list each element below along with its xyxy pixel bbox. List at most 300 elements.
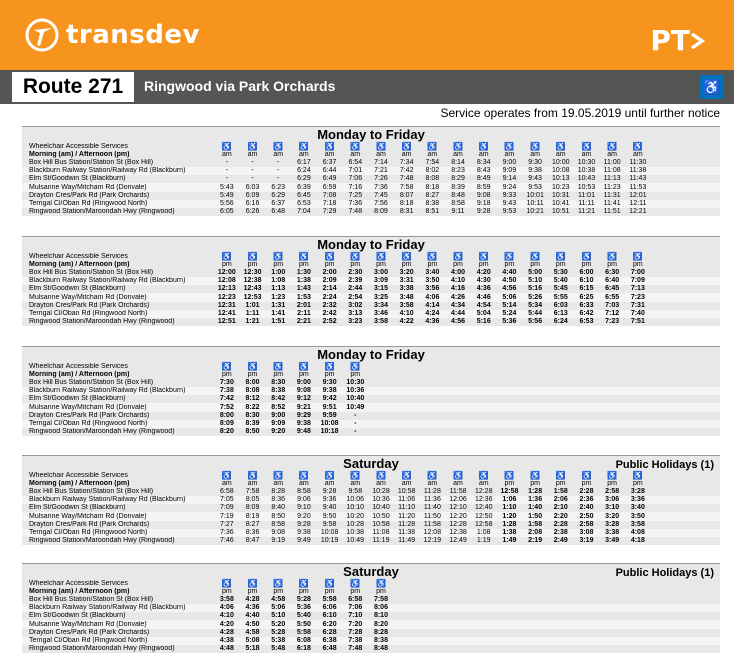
time-cell: 6:48 xyxy=(322,644,337,652)
time-cell: 3:13 xyxy=(348,309,363,317)
time-cell: 6:24 xyxy=(553,317,568,325)
time-cell: 7:40 xyxy=(630,309,645,317)
time-cell: 7:58 xyxy=(373,596,388,604)
time-cell: 11:40 xyxy=(423,504,441,512)
timetable-row xyxy=(22,159,720,167)
time-cell: 9:53 xyxy=(528,183,542,191)
time-cell: 6:40 xyxy=(605,277,620,285)
time-cell: 6:03 xyxy=(553,301,568,309)
time-cell: 3:46 xyxy=(373,309,388,317)
ampm-cell: pm xyxy=(299,261,309,269)
time-cell: 7:45 xyxy=(374,191,388,199)
time-cell: 5:06 xyxy=(502,293,517,301)
ampm-cell: am xyxy=(555,151,566,159)
wheelchair-icon: ♿ xyxy=(298,471,309,481)
time-cell: 12:20 xyxy=(449,512,467,520)
time-cell: 9:49 xyxy=(297,536,311,544)
ampm-label: Morning (am) / Afternoon (pm) xyxy=(29,588,130,596)
time-cell: 6:16 xyxy=(245,199,260,207)
time-cell: 7:16 xyxy=(348,183,363,191)
time-cell: 2:19 xyxy=(528,536,543,544)
time-cell: 5:18 xyxy=(245,644,260,652)
time-cell: 6:10 xyxy=(322,612,337,620)
time-cell: 9:50 xyxy=(322,512,337,520)
time-cell: 6:53 xyxy=(579,317,594,325)
time-cell: 1:36 xyxy=(528,496,543,504)
time-cell: 5:45 xyxy=(553,285,568,293)
time-cell: 4:00 xyxy=(451,269,466,277)
ampm-cell: pm xyxy=(581,261,592,269)
timetable-row xyxy=(22,183,720,191)
time-cell: 4:44 xyxy=(451,309,466,317)
time-cell: 4:36 xyxy=(245,604,260,612)
time-cell: - xyxy=(354,411,357,419)
time-cell: 8:38 xyxy=(271,387,286,395)
time-cell: 9:43 xyxy=(502,199,517,207)
time-cell: 8:09 xyxy=(219,419,234,427)
stop-name: Mulsanne Way/Mitcham Rd (Donvale) xyxy=(29,293,147,301)
wheelchair-icon: ♿ xyxy=(581,142,592,152)
time-cell: 10:53 xyxy=(577,183,596,191)
ampm-cell: pm xyxy=(221,261,232,269)
timetable-row xyxy=(22,285,720,293)
time-cell: 10:19 xyxy=(320,536,339,544)
time-cell: 2:58 xyxy=(605,488,620,496)
time-cell: 8:51 xyxy=(425,207,440,215)
ampm-cell: pm xyxy=(504,480,515,488)
time-cell: 1:06 xyxy=(502,496,517,504)
wheelchair-icon: ♿ xyxy=(350,579,361,589)
ampm-label: Morning (am) / Afternoon (pm) xyxy=(29,371,130,379)
time-cell: 11:20 xyxy=(398,512,416,520)
time-cell: 6:58 xyxy=(220,488,234,496)
time-cell: 3:58 xyxy=(219,596,234,604)
wheelchair-icon: ♿ xyxy=(607,252,618,262)
time-cell: 3:58 xyxy=(373,317,388,325)
time-cell: 11:10 xyxy=(398,504,416,512)
time-cell: 8:02 xyxy=(425,167,440,175)
wheelchair-icon: ♿ xyxy=(375,579,386,589)
time-cell: 7:51 xyxy=(630,317,645,325)
time-cell: 5:26 xyxy=(528,293,543,301)
ampm-cell: am xyxy=(478,480,489,488)
time-cell: 11:43 xyxy=(629,175,647,183)
time-cell: 8:36 xyxy=(271,496,286,504)
ampm-label: Morning (am) / Afternoon (pm) xyxy=(29,261,130,269)
timetable-row xyxy=(22,293,720,301)
timetable-row xyxy=(22,310,720,318)
time-cell: 3:34 xyxy=(373,301,388,309)
time-cell: 11:06 xyxy=(398,496,416,504)
stop-name: Box Hill Bus Station/Station St (Box Hill) xyxy=(29,159,154,167)
wheelchair-icon: ♿ xyxy=(453,471,464,481)
route-number: Route 271 xyxy=(12,72,134,102)
ampm-cell: am xyxy=(504,151,515,159)
time-cell: 4:36 xyxy=(425,317,440,325)
time-cell: 9:38 xyxy=(528,167,542,175)
time-cell: 8:58 xyxy=(451,199,465,207)
ampm-cell: pm xyxy=(350,588,361,596)
ampm-cell: pm xyxy=(581,480,592,488)
transdev-logo xyxy=(22,18,200,52)
time-cell: 2:39 xyxy=(348,277,363,285)
stop-name: Terrigal Cl/Oban Rd (Ringwood North) xyxy=(29,309,148,317)
header-banner xyxy=(0,0,734,70)
time-cell: 12:21 xyxy=(629,207,647,215)
time-cell: 9:58 xyxy=(348,488,363,496)
timetable-row xyxy=(22,412,720,420)
time-cell: 5:36 xyxy=(502,317,517,325)
time-cell: 11:00 xyxy=(603,159,621,167)
time-cell: 10:06 xyxy=(346,496,365,504)
time-cell: 12:36 xyxy=(474,496,493,504)
time-cell: - xyxy=(225,167,229,175)
time-cell: 7:38 xyxy=(348,636,363,644)
stop-name: Mulsanne Way/Mitcham Rd (Donvale) xyxy=(29,512,147,520)
time-cell: 5:10 xyxy=(271,612,286,620)
time-cell: 4:30 xyxy=(476,277,491,285)
time-cell: 2:52 xyxy=(322,317,337,325)
wheelchair-icon: ♿ xyxy=(273,362,284,372)
time-cell: 8:29 xyxy=(451,175,465,183)
time-cell: 9:33 xyxy=(502,191,517,199)
time-cell: 11:58 xyxy=(449,488,467,496)
time-cell: 3:50 xyxy=(425,277,440,285)
ampm-cell: am xyxy=(324,480,335,488)
stop-name: Drayton Cres/Park Rd (Park Orchards) xyxy=(29,191,150,199)
wheelchair-icon: ♿ xyxy=(247,142,258,152)
time-cell: 2:01 xyxy=(296,301,311,309)
time-cell: 10:20 xyxy=(346,512,365,520)
time-cell: 8:31 xyxy=(399,207,414,215)
time-cell: 9:28 xyxy=(322,488,337,496)
time-cell: 8:00 xyxy=(219,411,234,419)
time-cell: 1:19 xyxy=(476,536,491,544)
time-cell: 3:19 xyxy=(579,536,594,544)
time-cell: 10:18 xyxy=(320,427,339,435)
timetable-row xyxy=(22,521,720,529)
timetable-4 xyxy=(22,455,720,545)
ampm-cell: pm xyxy=(350,371,361,379)
timetable-row xyxy=(22,208,720,216)
wheelchair-icon: ♿ xyxy=(273,142,284,152)
timetable-row xyxy=(22,192,720,200)
time-cell: 12:58 xyxy=(474,520,493,528)
wheelchair-row xyxy=(22,472,720,480)
time-cell: 10:30 xyxy=(346,379,365,387)
ampm-cell: pm xyxy=(350,261,361,269)
time-cell: 8:58 xyxy=(297,488,311,496)
time-cell: 8:30 xyxy=(271,379,286,387)
time-cell: 8:43 xyxy=(476,167,491,175)
time-cell: 3:28 xyxy=(605,520,620,528)
ampm-cell: am xyxy=(530,151,540,159)
ampm-row xyxy=(22,588,720,596)
stop-name: Blackburn Railway Station/Railway Rd (Blackburn) xyxy=(29,387,186,395)
timetable-1 xyxy=(22,126,720,216)
time-cell: 7:42 xyxy=(399,167,414,175)
wheelchair-icon: ♿ xyxy=(350,142,361,152)
wheelchair-icon: ♿ xyxy=(504,142,515,152)
time-cell: 4:34 xyxy=(451,301,466,309)
ampm-cell: pm xyxy=(607,261,618,269)
time-cell: 4:28 xyxy=(219,628,234,636)
time-cell: 4:40 xyxy=(502,269,517,277)
wheelchair-icon: ♿ xyxy=(247,252,258,262)
time-cell: 7:13 xyxy=(630,285,645,293)
wheelchair-icon: ♿ xyxy=(247,579,258,589)
time-cell: 5:28 xyxy=(271,628,286,636)
time-cell: 7:36 xyxy=(348,199,363,207)
time-cell: 9:12 xyxy=(296,395,311,403)
time-cell: 1:43 xyxy=(296,285,311,293)
ampm-cell: am xyxy=(221,480,232,488)
wheelchair-label: Wheelchair Accessible Services xyxy=(29,472,128,480)
time-cell: 2:49 xyxy=(553,536,568,544)
time-cell: 9:53 xyxy=(502,207,517,215)
time-cell: 7:42 xyxy=(219,395,234,403)
time-cell: 4:46 xyxy=(476,293,491,301)
time-cell: 8:47 xyxy=(245,536,260,544)
time-cell: 1:23 xyxy=(271,293,286,301)
timetable-row xyxy=(22,604,720,612)
time-cell: 12:51 xyxy=(217,317,236,325)
time-cell: - xyxy=(354,419,357,427)
time-cell: 4:36 xyxy=(476,285,491,293)
timetable-day-label: Saturday xyxy=(343,456,399,471)
time-cell: 2:42 xyxy=(322,309,337,317)
time-cell: 11:28 xyxy=(398,520,416,528)
time-cell: 4:50 xyxy=(245,620,260,628)
time-cell: 2:06 xyxy=(553,496,568,504)
time-cell: 4:28 xyxy=(245,596,260,604)
time-cell: 6:49 xyxy=(322,175,337,183)
ampm-cell: pm xyxy=(221,371,232,379)
time-cell: 6:53 xyxy=(297,199,311,207)
time-cell: 5:16 xyxy=(476,317,491,325)
time-cell: 5:20 xyxy=(271,620,286,628)
time-cell: 6:44 xyxy=(322,167,337,175)
time-cell: 8:00 xyxy=(245,379,260,387)
time-cell: 2:30 xyxy=(348,269,363,277)
time-cell: - xyxy=(277,159,280,167)
timetable-row xyxy=(22,167,720,175)
time-cell: 3:08 xyxy=(579,528,594,536)
time-cell: - xyxy=(277,175,280,183)
ampm-cell: am xyxy=(324,151,335,159)
ampm-cell: am xyxy=(632,151,643,159)
wheelchair-icon: ♿ xyxy=(700,75,724,99)
wheelchair-icon: ♿ xyxy=(247,362,258,372)
time-cell: 9:43 xyxy=(528,175,542,183)
time-cell: 1:41 xyxy=(271,309,286,317)
time-cell: 7:09 xyxy=(220,504,234,512)
time-cell: 8:48 xyxy=(373,644,388,652)
ampm-cell: am xyxy=(221,151,232,159)
stop-name: Ringwood Station/Maroondah Hwy (Ringwood) xyxy=(29,207,175,215)
time-cell: 1:01 xyxy=(245,301,260,309)
time-cell: 8:06 xyxy=(373,604,388,612)
time-cell: 12:00 xyxy=(217,269,236,277)
time-cell: 9:00 xyxy=(296,379,311,387)
time-cell: 6:15 xyxy=(579,285,594,293)
time-cell: 11:50 xyxy=(423,512,441,520)
timetable-row xyxy=(22,318,720,326)
time-cell: 2:28 xyxy=(579,488,594,496)
time-cell: 10:08 xyxy=(552,167,570,175)
time-cell: 4:20 xyxy=(476,269,491,277)
wheelchair-icon: ♿ xyxy=(324,579,335,589)
time-cell: 12:11 xyxy=(629,199,647,207)
wheelchair-icon: ♿ xyxy=(530,142,541,152)
time-cell: 3:23 xyxy=(348,317,363,325)
time-cell: 1:58 xyxy=(528,520,543,528)
time-cell: 1:21 xyxy=(245,317,260,325)
wheelchair-icon: ♿ xyxy=(632,142,643,152)
time-cell: 3:40 xyxy=(630,504,645,512)
stop-name: Drayton Cres/Park Rd (Park Orchards) xyxy=(29,301,150,309)
time-cell: 9:10 xyxy=(297,504,311,512)
time-cell: 6:33 xyxy=(579,301,594,309)
ampm-cell: pm xyxy=(530,480,540,488)
stop-name: Box Hill Bus Station/Station St (Box Hill) xyxy=(29,596,154,604)
ampm-cell: pm xyxy=(427,261,438,269)
timetable-2 xyxy=(22,236,720,326)
pt-logo xyxy=(650,24,712,57)
time-cell: 3:40 xyxy=(425,269,440,277)
time-cell: 4:10 xyxy=(399,309,414,317)
stop-name: Box Hill Bus Station/Station St (Box Hill) xyxy=(29,379,154,387)
time-cell: 4:58 xyxy=(245,628,260,636)
time-cell: 11:08 xyxy=(603,167,621,175)
stop-name: Elm St/Goodwin St (Blackburn) xyxy=(29,395,126,403)
wheelchair-icon: ♿ xyxy=(581,471,592,481)
time-cell: 7:56 xyxy=(374,199,388,207)
time-cell: 12:08 xyxy=(423,528,442,536)
time-cell: 8:48 xyxy=(451,191,465,199)
ampm-cell: pm xyxy=(273,588,284,596)
time-cell: 3:28 xyxy=(630,488,645,496)
time-cell: 7:28 xyxy=(348,628,363,636)
ampm-cell: am xyxy=(350,151,361,159)
time-cell: 12:41 xyxy=(217,309,236,317)
ampm-cell: pm xyxy=(607,480,618,488)
time-cell: 9:28 xyxy=(476,207,491,215)
time-cell: 3:36 xyxy=(630,496,645,504)
wheelchair-icon: ♿ xyxy=(427,252,438,262)
wheelchair-icon: ♿ xyxy=(221,142,232,152)
timetable-title xyxy=(22,456,720,472)
time-cell: 7:27 xyxy=(220,520,234,528)
time-cell: 10:30 xyxy=(577,159,596,167)
time-cell: 8:49 xyxy=(476,175,491,183)
wheelchair-icon: ♿ xyxy=(427,142,438,152)
stop-name: Ringwood Station/Maroondah Hwy (Ringwood) xyxy=(29,644,175,652)
time-cell: 5:04 xyxy=(476,309,491,317)
time-cell: 12:40 xyxy=(474,504,493,512)
wheelchair-icon: ♿ xyxy=(632,252,643,262)
time-cell: 7:23 xyxy=(605,317,620,325)
wheelchair-icon: ♿ xyxy=(298,252,309,262)
wheelchair-icon: ♿ xyxy=(401,252,412,262)
time-cell: 8:08 xyxy=(425,175,440,183)
wheelchair-icon: ♿ xyxy=(350,252,361,262)
time-cell: 7:36 xyxy=(220,528,234,536)
time-cell: 1:40 xyxy=(528,504,543,512)
time-cell: 8:40 xyxy=(271,504,286,512)
ampm-cell: pm xyxy=(530,261,540,269)
time-cell: 3:48 xyxy=(399,293,414,301)
stop-name: Ringwood Station/Maroondah Hwy (Ringwood) xyxy=(29,317,175,325)
time-cell: 1:31 xyxy=(271,301,286,309)
time-cell: 12:31 xyxy=(217,301,236,309)
ampm-cell: am xyxy=(427,480,438,488)
time-cell: 5:00 xyxy=(528,269,543,277)
wheelchair-icon: ♿ xyxy=(375,471,386,481)
time-cell: 8:38 xyxy=(425,199,440,207)
timetable-row xyxy=(22,277,720,285)
time-cell: 5:55 xyxy=(553,293,568,301)
time-cell: 4:20 xyxy=(219,620,234,628)
ampm-row xyxy=(22,151,720,159)
time-cell: 12:01 xyxy=(629,191,647,199)
time-cell: 9:00 xyxy=(502,159,517,167)
time-cell: 5:49 xyxy=(220,191,234,199)
wheelchair-row xyxy=(22,253,720,261)
time-cell: 3:20 xyxy=(605,512,620,520)
wheelchair-icon: ♿ xyxy=(298,362,309,372)
time-cell: 8:28 xyxy=(271,488,286,496)
time-cell: 8:09 xyxy=(374,207,388,215)
ampm-cell: am xyxy=(453,151,463,159)
wheelchair-icon: ♿ xyxy=(478,471,489,481)
wheelchair-icon: ♿ xyxy=(607,142,618,152)
ampm-cell: pm xyxy=(555,261,566,269)
time-cell: 3:50 xyxy=(630,512,645,520)
time-cell: 8:30 xyxy=(245,411,260,419)
time-cell: 9:14 xyxy=(502,175,517,183)
time-cell: 7:25 xyxy=(348,191,363,199)
ampm-cell: pm xyxy=(376,261,386,269)
time-cell: 10:40 xyxy=(346,395,365,403)
time-cell: - xyxy=(277,167,280,175)
time-cell: 8:59 xyxy=(476,183,491,191)
ampm-row xyxy=(22,480,720,488)
time-cell: 7:58 xyxy=(399,183,414,191)
time-cell: 8:07 xyxy=(399,191,414,199)
time-cell: 2:11 xyxy=(297,309,311,317)
stop-name: Elm St/Goodwin St (Blackburn) xyxy=(29,612,126,620)
time-cell: 1:50 xyxy=(528,512,543,520)
time-cell: 4:40 xyxy=(245,612,260,620)
time-cell: 10:38 xyxy=(346,528,365,536)
time-cell: 7:10 xyxy=(348,612,363,620)
time-cell: 10:51 xyxy=(552,207,570,215)
time-cell: 12:19 xyxy=(423,536,442,544)
time-cell: 9:29 xyxy=(296,411,311,419)
time-cell: 2:24 xyxy=(322,293,337,301)
time-cell: 10:38 xyxy=(577,167,596,175)
time-cell: 7:14 xyxy=(374,159,388,167)
timetable-row xyxy=(22,420,720,428)
wheelchair-icon: ♿ xyxy=(273,252,284,262)
ampm-row xyxy=(22,371,720,379)
wheelchair-icon: ♿ xyxy=(375,252,386,262)
time-cell: 9:42 xyxy=(322,395,337,403)
ampm-cell: pm xyxy=(632,261,643,269)
wheelchair-icon: ♿ xyxy=(555,252,566,262)
time-cell: 3:00 xyxy=(373,269,388,277)
